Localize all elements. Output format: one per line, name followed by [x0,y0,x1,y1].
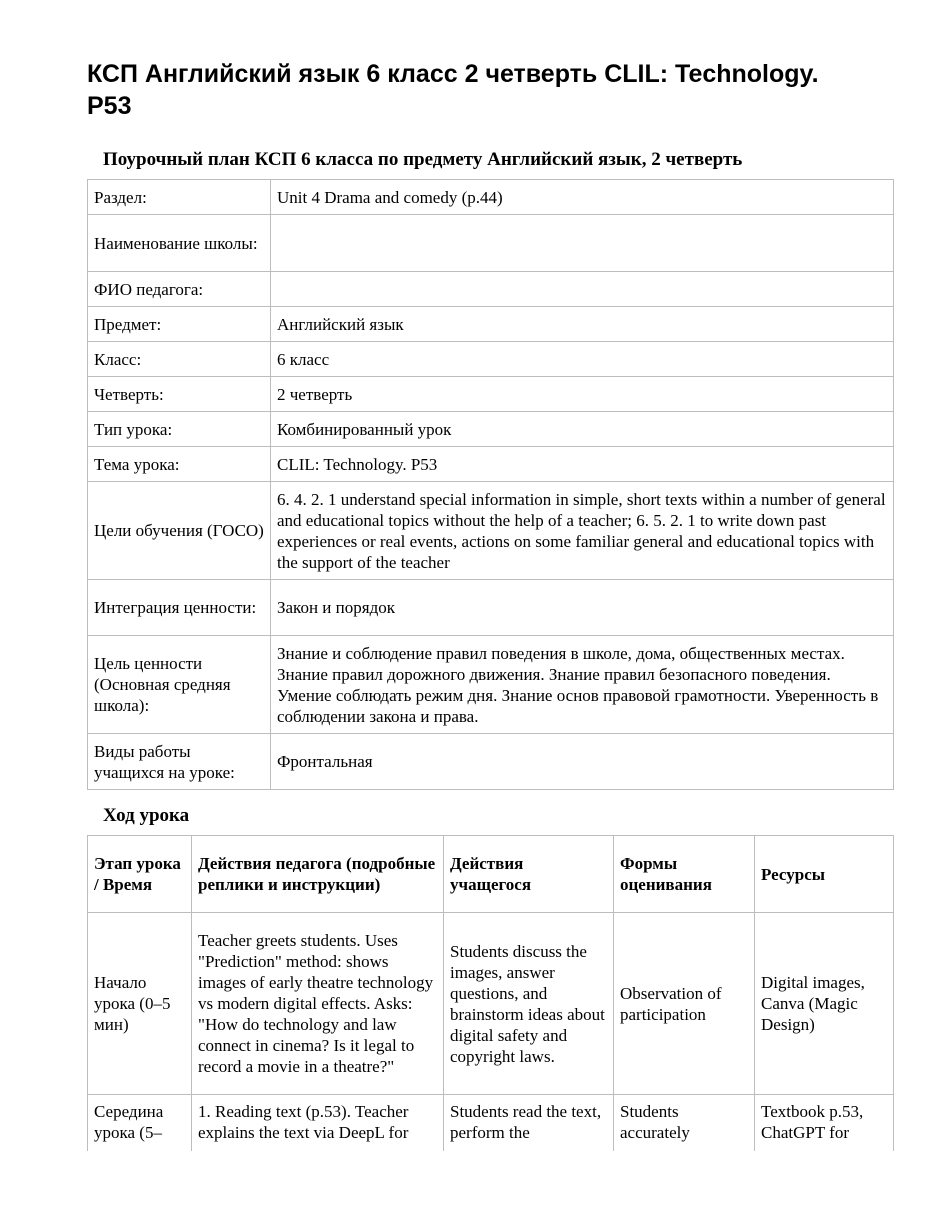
plan-heading: Поурочный план КСП 6 класса по предмету Английский язык, 2 четверть [103,149,743,170]
resources-cell: Textbook p.53, ChatGPT for [755,1095,894,1152]
info-row-quarter [88,377,894,412]
document-title: КСП Английский язык 6 класс 2 четверть CLIL: Technology. P53 [87,60,819,120]
assessment-cell: Observation of participation [614,913,755,1095]
info-row-teacher [88,272,894,307]
info-row-subject [88,307,894,342]
info-value [271,215,894,272]
header-student-actions: Действия учащегося [444,836,614,913]
info-label: Раздел: [88,180,271,215]
info-value: Английский язык [271,307,894,342]
assessment-cell: Students accurately [614,1095,755,1152]
info-value [271,272,894,307]
info-row-values-integration [88,580,894,636]
student-actions-cell: Students read the text, perform the [444,1095,614,1152]
plan-header-row [88,836,894,913]
info-label: Цели обучения (ГОСО) [88,482,271,580]
table-row [88,1095,894,1152]
header-assessment: Формы оценивания [614,836,755,913]
info-label: Цель ценности (Основная средняя школа): [88,636,271,734]
info-value: Комбинированный урок [271,412,894,447]
info-value: CLIL: Technology. P53 [271,447,894,482]
stage-cell: Начало урока (0–5 мин) [88,913,192,1095]
resources-cell: Digital images, Canva (Magic Design) [755,913,894,1095]
info-value: Знание и соблюдение правил поведения в школе, дома, общественных местах. Знание правил дорожного движения. Знание правил безопасного поведения. Умение соблюдать режим дня. Знание основ правовой грамотности. Уверенность в соблюдении закона и права. [271,636,894,734]
info-label: ФИО педагога: [88,272,271,307]
info-value: 2 четверть [271,377,894,412]
info-label: Класс: [88,342,271,377]
info-label: Виды работы учащихся на уроке: [88,734,271,790]
info-label: Предмет: [88,307,271,342]
info-row-objectives [88,482,894,580]
header-teacher-actions: Действия педагога (подробные реплики и инструкции) [192,836,444,913]
info-value: Закон и порядок [271,580,894,636]
header-stage: Этап урока / Время [88,836,192,913]
info-label: Тема урока: [88,447,271,482]
info-label: Тип урока: [88,412,271,447]
info-label: Интеграция ценности: [88,580,271,636]
info-value: Фронтальная [271,734,894,790]
info-value: 6. 4. 2. 1 understand special information in simple, short texts within a number of general and educational topics without the help of a teacher; 6. 5. 2. 1 to write down past experiences or real events, actions on some familiar general and educational topics with the support of the teacher [271,482,894,580]
info-row-value-goal [88,636,894,734]
info-row-lesson-type [88,412,894,447]
info-row-section [88,180,894,215]
info-label: Наименование школы: [88,215,271,272]
info-row-topic [88,447,894,482]
teacher-actions-cell: Teacher greets students. Uses "Prediction" method: shows images of early theatre technology vs modern digital effects. Asks: "How do technology and law connect in cinema? Is it legal to record a movie in a theatre?" [192,913,444,1095]
lesson-course-heading: Ход урока [103,805,190,826]
info-row-grade [88,342,894,377]
info-value: Unit 4 Drama and comedy (p.44) [271,180,894,215]
lesson-plan-table [87,835,894,1151]
table-row [88,913,894,1095]
info-value: 6 класс [271,342,894,377]
info-label: Четверть: [88,377,271,412]
student-actions-cell: Students discuss the images, answer questions, and brainstorm ideas about digital safety and copyright laws. [444,913,614,1095]
info-row-school [88,215,894,272]
teacher-actions-cell: 1. Reading text (p.53). Teacher explains the text via DeepL for [192,1095,444,1152]
lesson-info-table [87,179,894,790]
header-resources: Ресурсы [755,836,894,913]
stage-cell: Середина урока (5– [88,1095,192,1152]
info-row-work-types [88,734,894,790]
